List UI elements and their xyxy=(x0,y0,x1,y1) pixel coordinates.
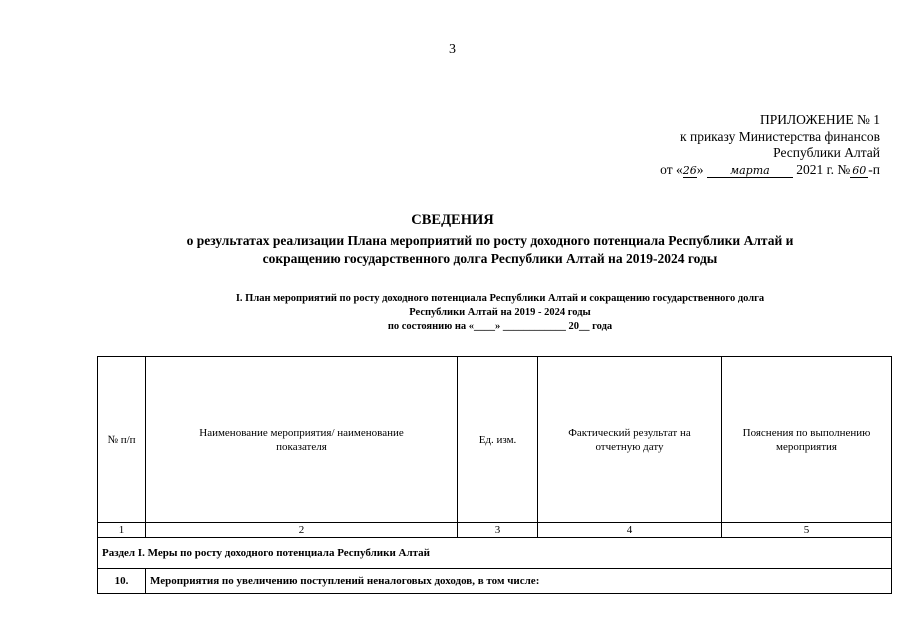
column-number: 5 xyxy=(722,523,892,538)
section-row-label: Раздел I. Меры по росту доходного потенциала Республики Алтай xyxy=(98,538,892,569)
section-heading xyxy=(120,292,880,334)
table-header-row xyxy=(98,357,892,523)
page-number: 3 xyxy=(449,42,456,57)
header-cell-unit: Ед. изм. xyxy=(458,357,538,523)
results-table xyxy=(97,356,892,594)
subtitle-line-1: о результатах реализации Плана мероприятий по росту доходного потенциала Республики Алтай и xyxy=(186,233,794,248)
appendix-title: ПРИЛОЖЕНИЕ № 1 xyxy=(759,112,880,127)
handwritten-month: марта xyxy=(707,165,793,178)
appendix-order-line: к приказу Министерства финансов xyxy=(680,128,880,144)
appendix-date-line xyxy=(590,162,880,179)
header-cell-result: Фактический результат на отчетную дату xyxy=(538,357,722,523)
subtitle-line-2: сокращению государственного долга Республики Алтай на 2019-2024 годы xyxy=(262,251,718,266)
number-suffix: -п xyxy=(868,161,880,177)
appendix-block xyxy=(590,112,880,178)
date-prefix: от « xyxy=(660,161,683,177)
appendix-republic-line: Республики Алтай xyxy=(773,145,880,160)
column-number: 1 xyxy=(98,523,146,538)
row-text: Мероприятия по увеличению поступлений неналоговых доходов, в том числе: xyxy=(146,569,892,594)
section-heading-line-2: Республики Алтай на 2019 - 2024 годы xyxy=(409,307,591,318)
handwritten-number: 60 xyxy=(852,163,867,177)
section-heading-line-1: I. План мероприятий по росту доходного потенциала Республики Алтай и сокращению государственного долга xyxy=(235,293,765,304)
header-cell-activity: Наименование мероприятия/ наименование показателя xyxy=(146,357,458,523)
section-row xyxy=(98,538,892,569)
table-row xyxy=(98,569,892,594)
row-number: 10. xyxy=(98,569,146,594)
date-year: 2021 г. № xyxy=(796,161,851,177)
column-number-row xyxy=(98,523,892,538)
header-cell-number: № п/п xyxy=(98,357,146,523)
document-title: СВЕДЕНИЯ xyxy=(411,212,494,228)
section-heading-date: по состоянию на «____» ____________ 20__ года xyxy=(387,321,613,332)
column-number: 3 xyxy=(458,523,538,538)
date-mid: » xyxy=(696,161,704,177)
handwritten-day: 26 xyxy=(682,163,697,177)
document-subtitle xyxy=(110,232,870,268)
column-number: 2 xyxy=(146,523,458,538)
column-number: 4 xyxy=(538,523,722,538)
header-cell-notes: Пояснения по выполнению мероприятия xyxy=(722,357,892,523)
